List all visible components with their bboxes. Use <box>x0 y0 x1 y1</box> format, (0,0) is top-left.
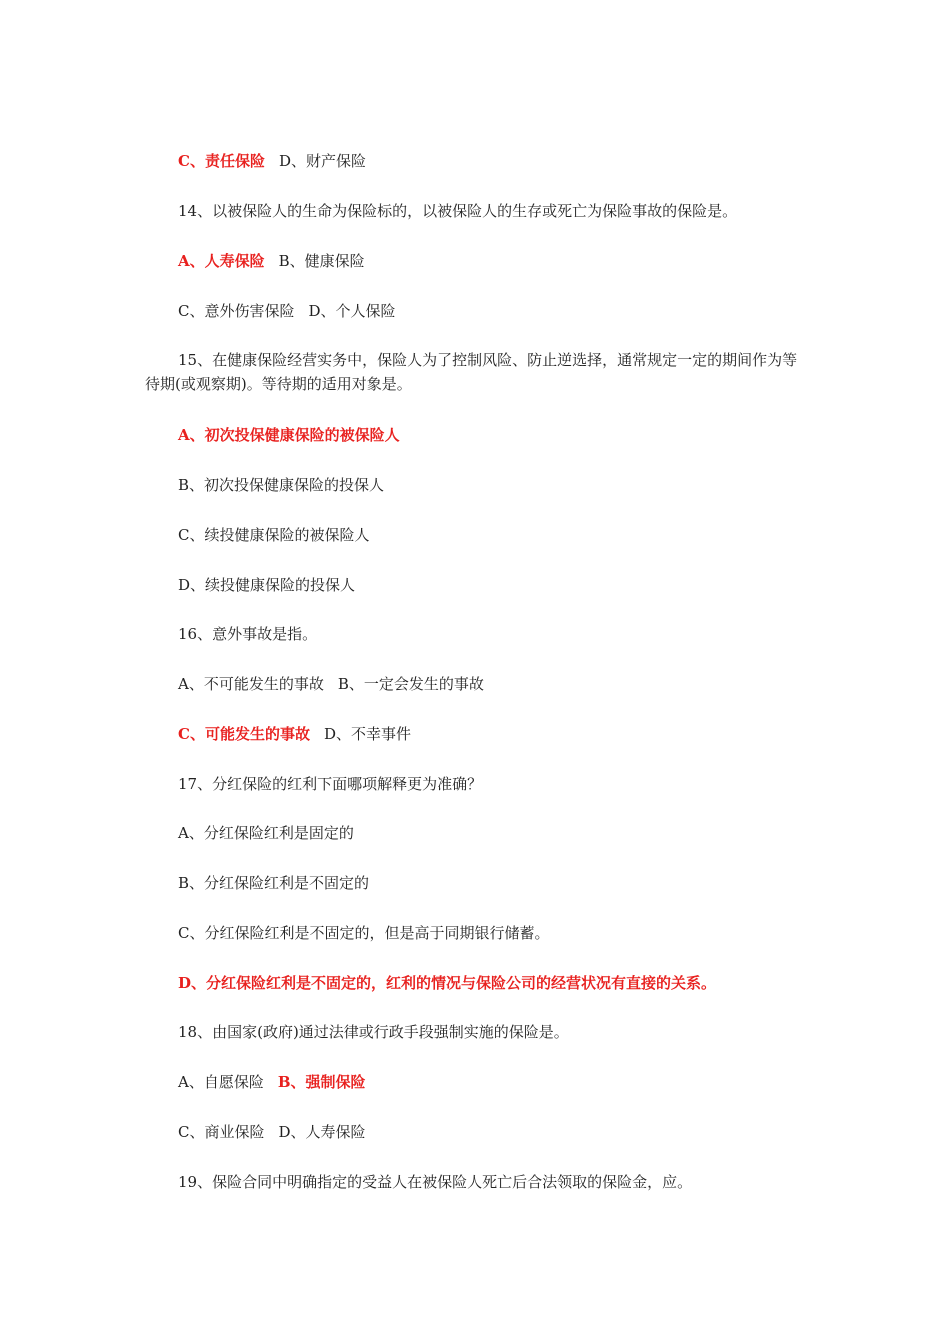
question-14 <box>178 200 737 222</box>
correct-answer: A、初次投保健康保险的被保险人 <box>178 426 400 444</box>
correct-answer: C、责任保险 <box>178 152 265 170</box>
correct-answer: D、分红保险红利是不固定的，红利的情况与保险公司的经营状况有直接的关系。 <box>178 974 717 992</box>
option-line <box>178 250 365 272</box>
option-text: B、初次投保健康保险的投保人 <box>178 476 385 494</box>
correct-answer: B、强制保险 <box>277 1073 366 1091</box>
option-line <box>178 424 400 446</box>
option-line <box>178 922 549 944</box>
option-text: C、商业保险 <box>178 1123 265 1141</box>
option-line <box>178 673 484 695</box>
question-text: 16、意外事故是指。 <box>178 625 318 643</box>
question-18 <box>178 1021 569 1043</box>
question-text: 14、以被保险人的生命为保险标的，以被保险人的生存或死亡为保险事故的保险是。 <box>178 202 738 220</box>
question-text: 17、分红保险的红利下面哪项解释更为准确？ <box>178 775 483 793</box>
option-line <box>178 972 716 994</box>
question-17 <box>178 773 482 795</box>
option-line <box>178 723 411 745</box>
option-text: B、一定会发生的事故 <box>337 675 484 693</box>
option-text: A、分红保险红利是固定的 <box>178 824 354 842</box>
option-line <box>178 300 396 322</box>
option-line <box>178 574 355 596</box>
option-text: D、个人保险 <box>308 302 396 320</box>
question-text: 15、在健康保险经营实务中，保险人为了控制风险、防止逆选择，通常规定一定的期间作为等待期(或观察期)。等待期的适用对象是。 <box>145 351 798 393</box>
option-text: D、续投健康保险的投保人 <box>178 576 356 594</box>
option-line <box>178 872 369 894</box>
option-line <box>178 822 354 844</box>
option-text: D、不幸事件 <box>323 725 411 743</box>
correct-answer: C、可能发生的事故 <box>178 725 310 743</box>
option-text: B、分红保险红利是不固定的 <box>178 874 370 892</box>
option-text: C、意外伤害保险 <box>178 302 295 320</box>
option-text: D、财产保险 <box>278 152 366 170</box>
option-line <box>178 524 369 546</box>
option-line <box>178 150 366 172</box>
option-line <box>178 1071 366 1093</box>
question-16 <box>178 623 317 645</box>
option-text: B、健康保险 <box>278 252 365 270</box>
option-line <box>178 474 384 496</box>
option-text: C、分红保险红利是不固定的，但是高于同期银行储蓄。 <box>178 924 550 942</box>
question-text: 19、保险合同中明确指定的受益人在被保险人死亡后合法领取的保险金，应。 <box>178 1173 693 1191</box>
question-15 <box>145 348 810 396</box>
correct-answer: A、人寿保险 <box>178 252 265 270</box>
question-19 <box>178 1171 692 1193</box>
option-text: A、不可能发生的事故 <box>178 675 324 693</box>
option-text: D、人寿保险 <box>278 1123 366 1141</box>
option-line <box>178 1121 366 1143</box>
option-text: C、续投健康保险的被保险人 <box>178 526 370 544</box>
question-text: 18、由国家(政府)通过法律或行政手段强制实施的保险是。 <box>178 1023 569 1041</box>
option-text: A、自愿保险 <box>178 1073 264 1091</box>
